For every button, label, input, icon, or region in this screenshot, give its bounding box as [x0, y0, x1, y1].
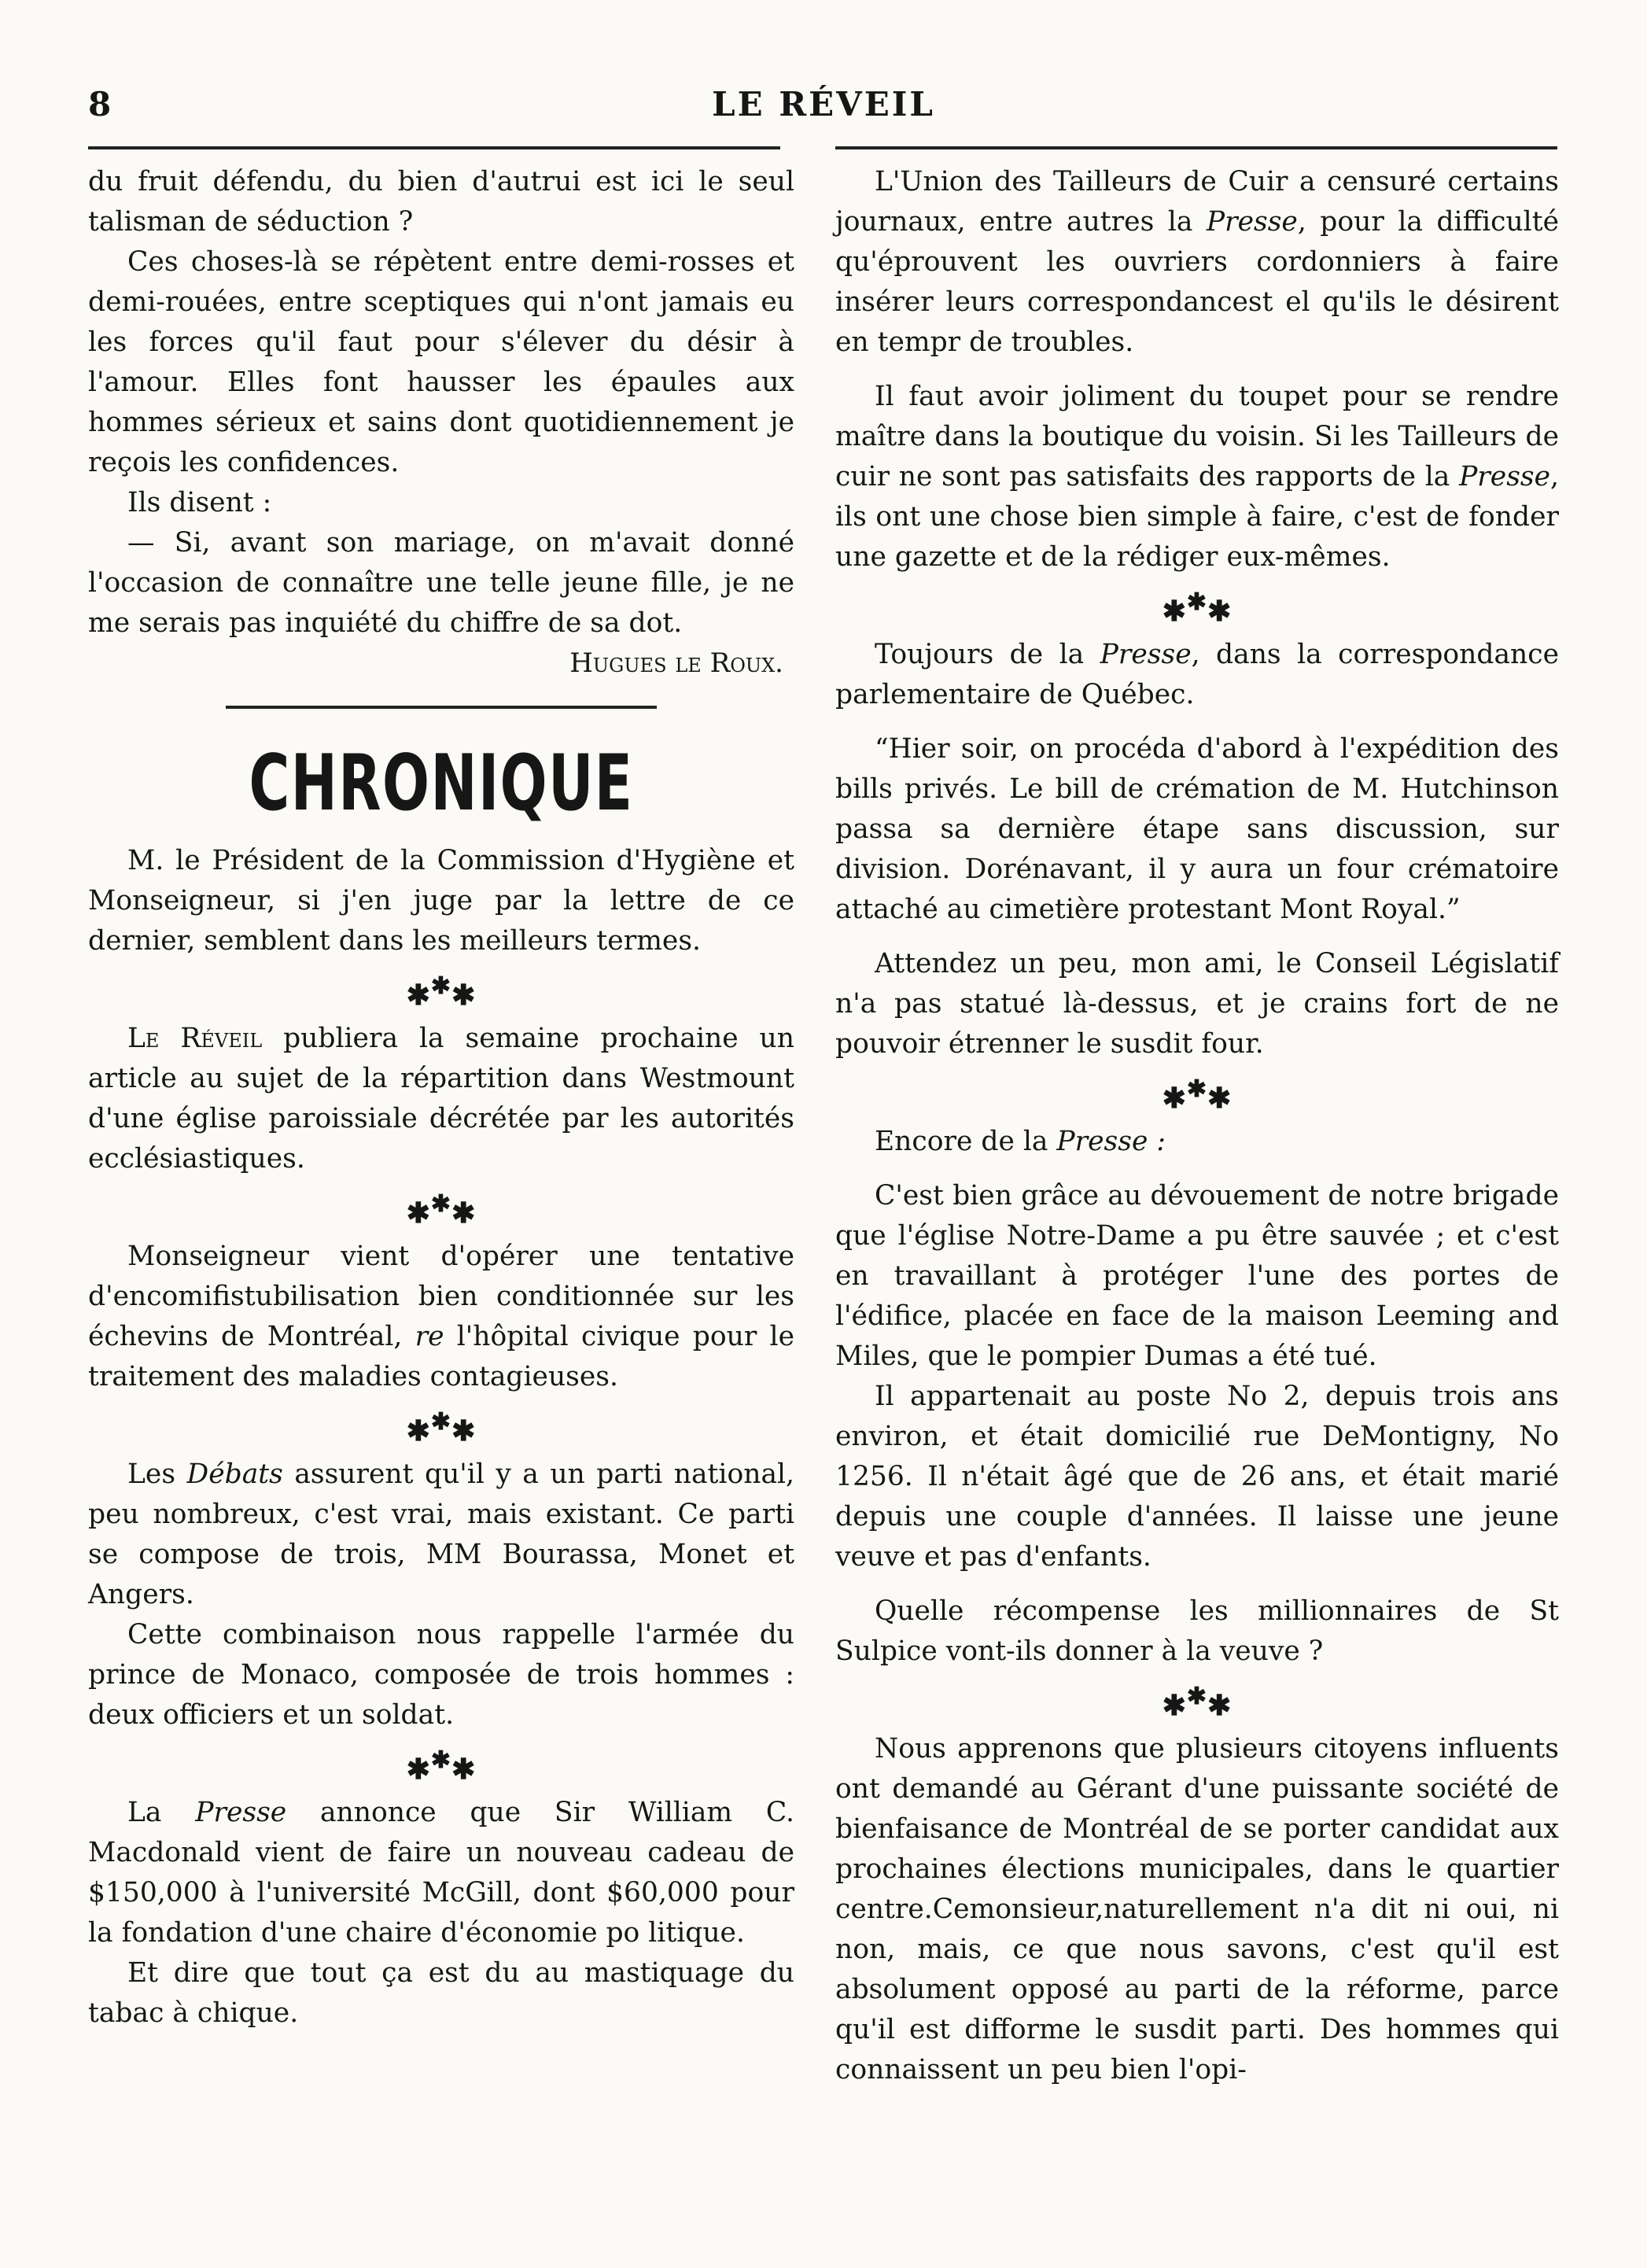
paragraph-text: annonce que Sir William C. Macdonald vient de faire un nouveau cadeau de $150,000 à l'université McGill, dont $60,000 pour la fondation d'une chaire d'économie po litique. — [88, 1797, 795, 1949]
author-signature: Hugues le Roux. — [569, 647, 783, 679]
header-rule-right — [835, 146, 1557, 149]
header-rule-left — [88, 146, 780, 149]
paragraph — [835, 635, 1559, 715]
paragraph-text: Monseigneur vient d'opérer une tentative d'encomifistubilisation bien conditionnée sur les échevins de Montréal, — [88, 1241, 794, 1352]
paragraph-text: , ils ont une chose bien simple à faire, c'est de fonder une gazette et de la rédiger eux-mêmes. — [835, 461, 1560, 573]
paragraph: Nous apprenons que plusieurs citoyens influents ont demandé au Gérant d'une puissante société de bienfaisance de Montréal de se porter candidat aux prochaines élections municipales, dans le quartier centre.Cemonsieur,naturellement n'a dit ni oui, ni non, mais, ce que nous savons, c'est qu'il est absolument opposé au parti de la réforme, parce qu'il est difforme le susdit parti. Des hommes qui connaissent un peu bien l'opi- — [835, 1733, 1559, 2085]
newspaper-name: Presse — [1459, 461, 1551, 492]
paragraph: Attendez un peu, mon ami, le Conseil Législatif n'a pas statué là-dessus, et je crains fort de ne pouvoir étrenner le susdit four. — [835, 948, 1559, 1060]
paragraph-text: l'hôpital civique pour le traitement des maladies contagieuses. — [88, 1321, 794, 1392]
asterism-icon: ✱✱✱ — [406, 1408, 477, 1447]
paragraph: Et dire que tout ça est du au mastiquage du tabac à chique. — [88, 1957, 794, 2029]
paragraph-text: Les — [127, 1459, 176, 1490]
asterism-icon: ✱✱✱ — [406, 1190, 477, 1230]
asterism-icon: ✱✱✱ — [1162, 1683, 1232, 1722]
paragraph: M. le Président de la Commission d'Hygiène et Monseigneur, si j'en juge par la lettre de ce dernier, semblent dans les meilleurs termes. — [88, 845, 794, 957]
paragraph: Cette combinaison nous rappelle l'armée du prince de Monaco, composée de trois hommes : deux officiers et un soldat. — [88, 1619, 794, 1731]
asterism-icon: ✱✱✱ — [1162, 588, 1232, 628]
newspaper-name: Presse : — [1056, 1126, 1166, 1157]
asterism-icon: ✱✱✱ — [1162, 1075, 1232, 1115]
newspaper-name: Presse — [195, 1797, 287, 1828]
section-divider — [226, 706, 657, 709]
masthead-title: LE RÉVEIL — [712, 85, 935, 124]
paragraph: Ils disent : — [127, 487, 272, 518]
paragraph-text: La — [127, 1797, 162, 1828]
asterism-icon: ✱✱✱ — [406, 972, 477, 1012]
asterism-icon: ✱✱✱ — [406, 1746, 477, 1786]
paragraph-text: L'Union des Tailleurs de Cuir a censuré certains journaux, entre autres la — [835, 166, 1559, 238]
paragraph: Quelle récompense les millionnaires de St Sulpice vont-ils donner à la veuve ? — [835, 1595, 1559, 1667]
paragraph-text: Il faut avoir joliment du toupet pour se rendre maître dans la boutique du voisin. Si les Tailleurs de cuir ne sont pas satisfaits des rapports de la — [835, 381, 1559, 492]
newspaper-name: Presse — [1100, 639, 1192, 670]
paragraph-text: Toujours de la — [875, 639, 1085, 670]
section-title: CHRONIQUE — [249, 739, 634, 828]
newspaper-name: Débats — [186, 1459, 283, 1490]
paragraph-text: Encore de la — [875, 1126, 1048, 1157]
paragraph: C'est bien grâce au dévouement de notre brigade que l'église Notre-Dame a pu être sauvée ; et c'est en travaillant à protéger l'une des portes de l'édifice, placée en face de la maison Leeming and Miles, que le pompier Dumas a été tué. — [835, 1180, 1559, 1372]
paragraph — [835, 162, 1559, 363]
paragraph — [88, 1019, 794, 1179]
italic-word: re — [415, 1321, 444, 1352]
paragraph: du fruit défendu, du bien d'autrui est ici le seul talisman de séduction ? — [88, 166, 794, 238]
paragraph-text: assurent qu'il y a un parti national, peu nombreux, c'est vrai, mais existant. Ce parti se compose de trois, MM Bourassa, Monet et Angers. — [88, 1459, 795, 1610]
right-column — [835, 162, 1559, 2090]
newspaper-name: Presse — [1206, 206, 1298, 238]
quotation: “Hier soir, on procéda d'abord à l'expédition des bills privés. Le bill de crémation de M. Hutchinson passa sa dernière étape sans discussion, sur division. Dorénavant, il y aura un four crématoire attaché au cimetière protestant Mont Royal.” — [835, 733, 1559, 925]
paragraph-text: , pour la difficulté qu'éprouvent les ouvriers cordonniers à faire insérer leurs correspondancest el qu'ils le désirent en tempr de troubles. — [835, 206, 1559, 358]
paragraph: Il appartenait au poste No 2, depuis trois ans environ, et était domicilié rue DeMontigny, No 1256. Il n'était âgé que de 26 ans, et était marié depuis une couple d'années. Il laisse une jeune veuve et pas d'enfants. — [835, 1381, 1559, 1573]
paragraph — [88, 1237, 794, 1397]
paragraph-text: , dans la correspondance parlementaire de Québec. — [835, 639, 1560, 710]
paragraph — [88, 1793, 794, 1953]
paragraph: — Si, avant son mariage, on m'avait donné l'occasion de connaître une telle jeune fille, je ne me serais pas inquiété du chiffre de sa dot. — [88, 527, 794, 639]
paragraph — [835, 377, 1559, 577]
paragraph-text: publiera la semaine prochaine un article au sujet de la répartition dans Westmount d'une église paroissiale décrétée par les autorités ecclésiastiques. — [88, 1023, 794, 1175]
journal-name: Le Réveil — [127, 1023, 263, 1054]
left-column — [88, 162, 794, 2034]
paragraph — [88, 1455, 794, 1615]
paragraph — [835, 1122, 1559, 1162]
paragraph: Ces choses-là se répètent entre demi-rosses et demi-rouées, entre sceptiques qui n'ont jamais eu les forces qu'il faut pour s'élever du désir à l'amour. Elles font hausser les épaules aux hommes sérieux et sains dont quotidiennement je reçois les confidences. — [88, 246, 794, 478]
page-number: 8 — [88, 85, 112, 124]
